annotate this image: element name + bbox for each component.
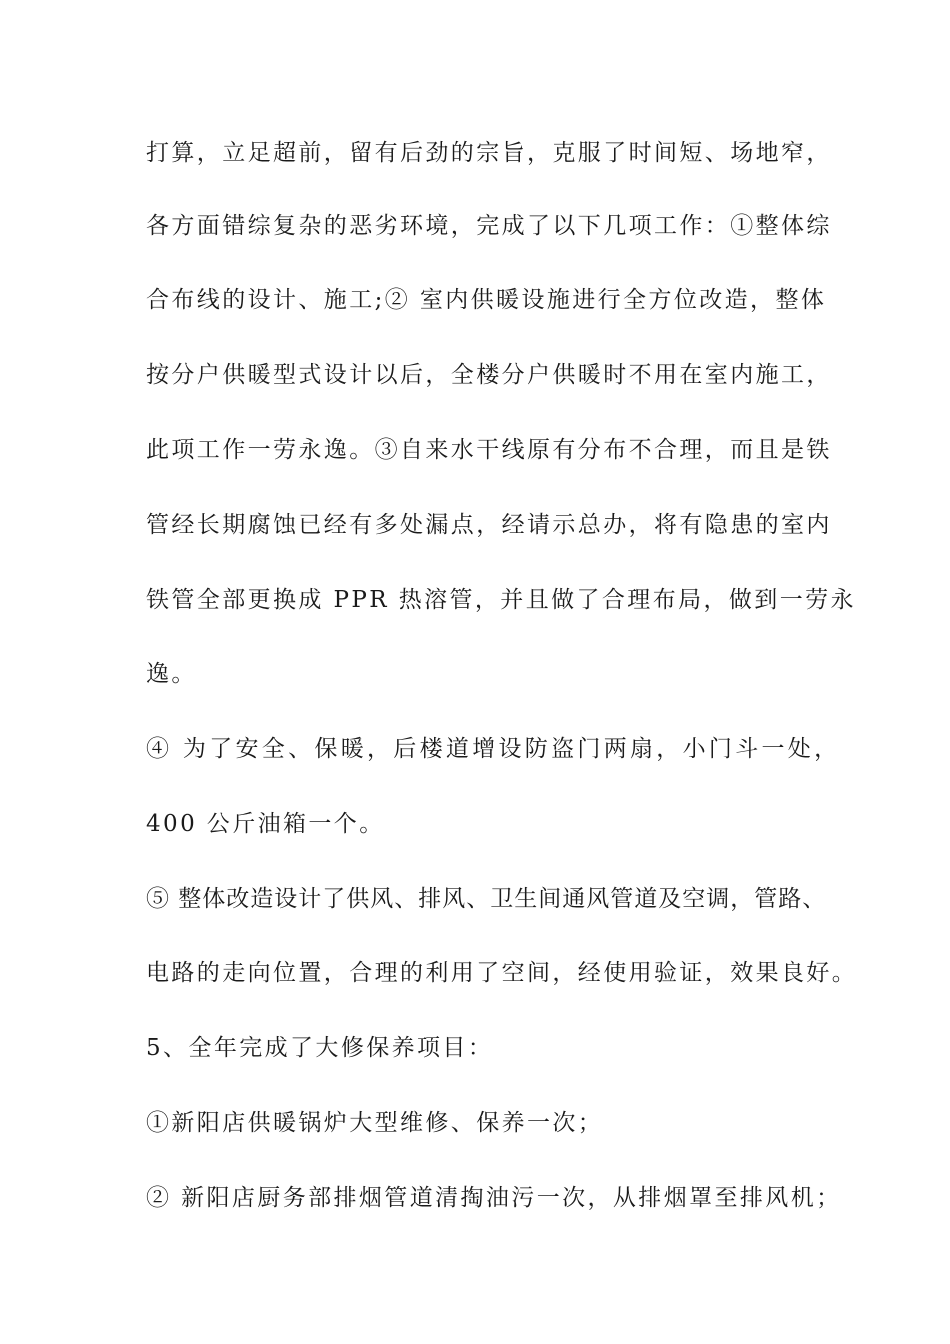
paragraph-line: 打算，立足超前，留有后劲的宗旨，克服了时间短、场地窄，	[146, 140, 832, 166]
paragraph-line: 400 公斤油箱一个。	[146, 811, 385, 837]
paragraph-line: ④ 为了安全、保暖，后楼道增设防盗门两扇，小门斗一处，	[146, 736, 841, 762]
list-item: ①新阳店供暖锅炉大型维修、保养一次；	[146, 1110, 604, 1136]
paragraph-line: 逸。	[146, 661, 197, 687]
paragraph-line: 管经长期腐蚀已经有多处漏点，经请示总办，将有隐患的室内	[146, 512, 832, 538]
section-heading: 5、全年完成了大修保养项目：	[146, 1035, 494, 1061]
paragraph-line: 按分户供暖型式设计以后，全楼分户供暖时不用在室内施工，	[146, 362, 832, 388]
paragraph-line: 电路的走向位置，合理的利用了空间，经使用验证，效果良好。	[146, 960, 858, 986]
list-item: ② 新阳店厨务部排烟管道清掏油污一次，从排烟罩至排风机；	[146, 1185, 842, 1211]
paragraph-line: 铁管全部更换成 PPR 热溶管，并且做了合理布局，做到一劳永	[146, 587, 856, 613]
paragraph-line: 各方面错综复杂的恶劣环境，完成了以下几项工作：①整体综	[146, 213, 832, 239]
paragraph-line: 此项工作一劳永逸。③自来水干线原有分布不合理，而且是铁	[146, 437, 832, 463]
paragraph-line: ⑤ 整体改造设计了供风、排风、卫生间通风管道及空调，管路、	[146, 886, 827, 912]
paragraph-line: 合布线的设计、施工;② 室内供暖设施进行全方位改造，整体	[146, 287, 827, 313]
